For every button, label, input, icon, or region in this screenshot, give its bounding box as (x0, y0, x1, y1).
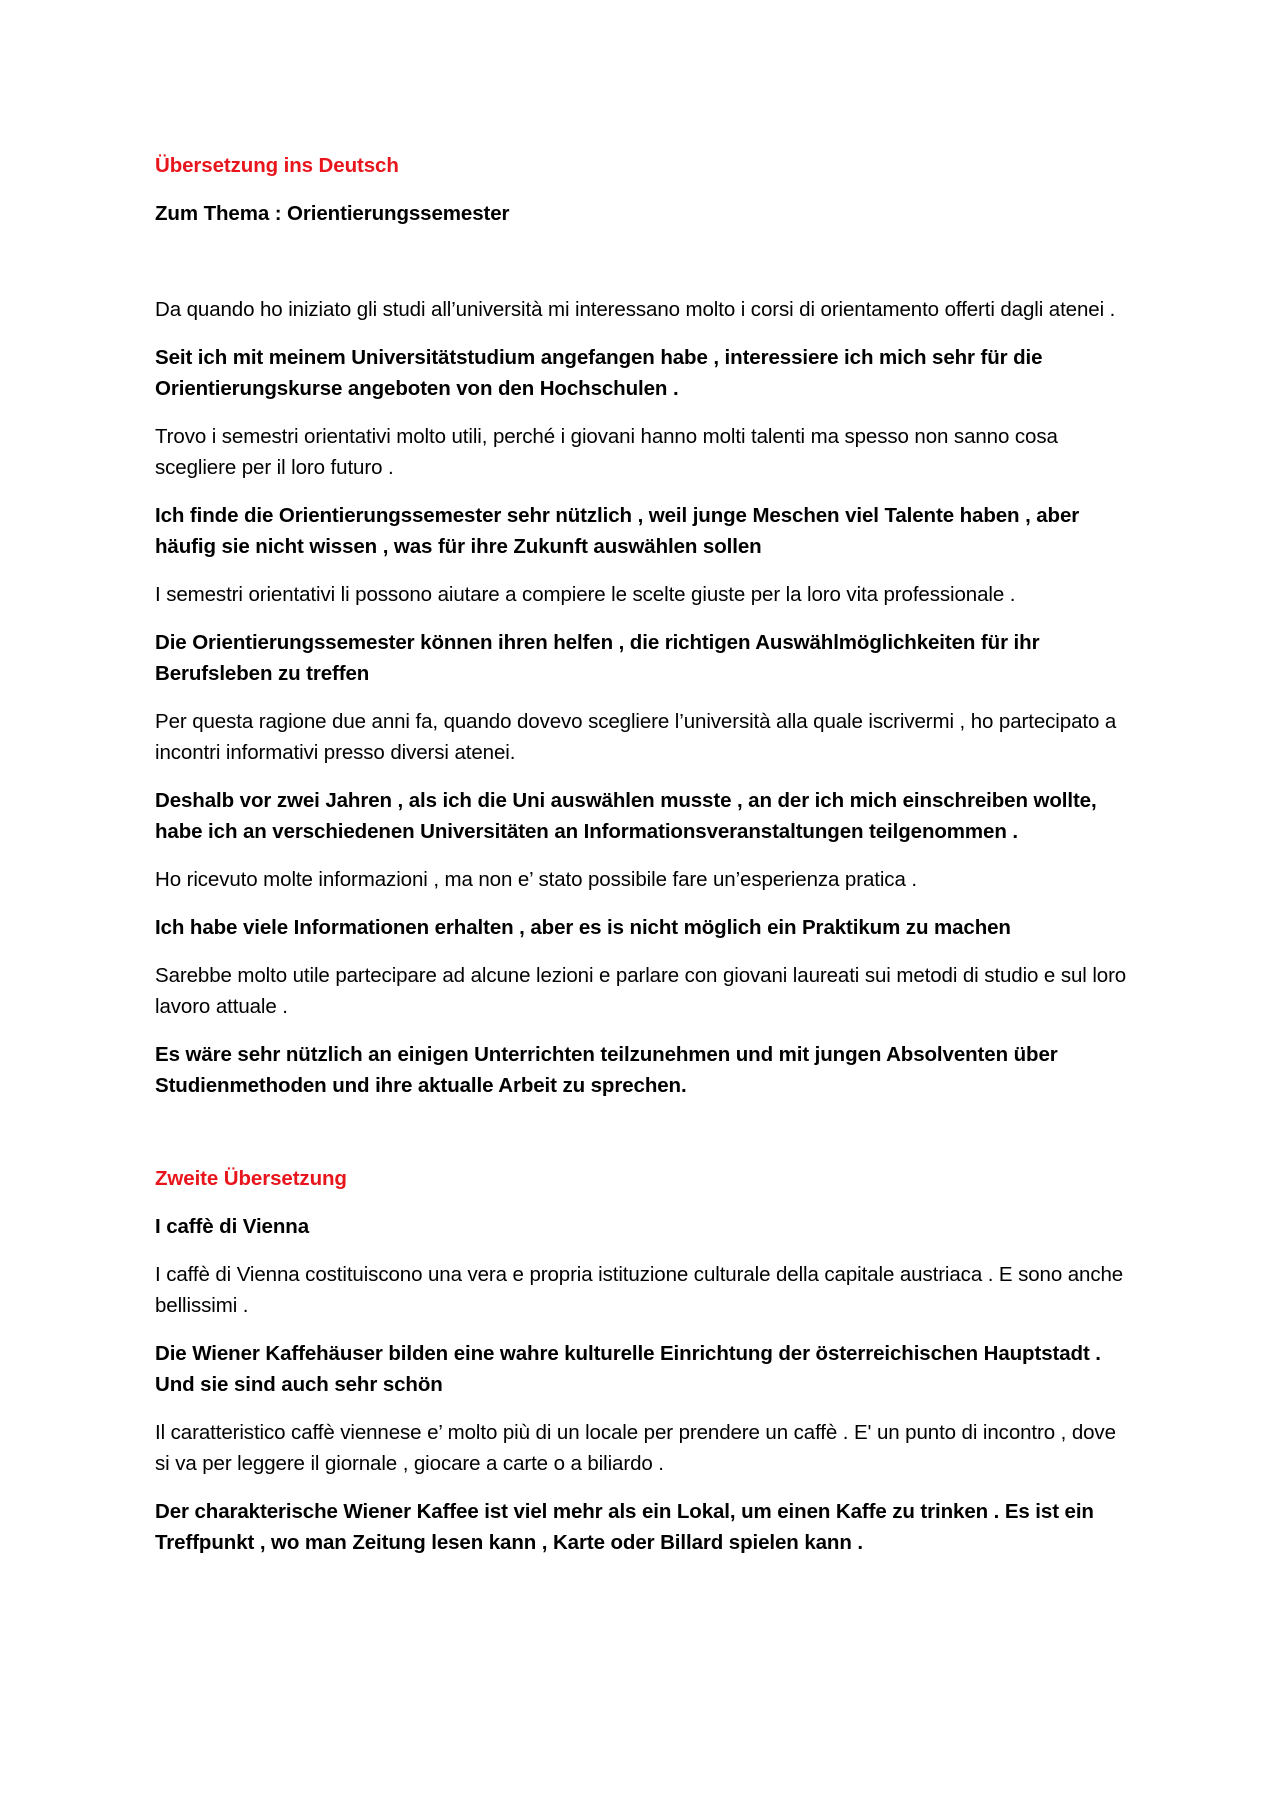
italian-paragraph: Sarebbe molto utile partecipare ad alcune lezioni e parlare con giovani laureati sui metodi di studio e sul loro lavoro attuale . (155, 964, 1127, 1018)
german-translation: Es wäre sehr nützlich an einigen Unterrichten teilzunehmen und mit jungen Absolventen über Studienmethoden und ihre aktualle Arbeit zu sprechen. (155, 1043, 1058, 1097)
italian-paragraph: I semestri orientativi li possono aiutare a compiere le scelte giuste per la loro vita professionale . (155, 583, 1016, 606)
section-heading: Übersetzung ins Deutsch (155, 154, 399, 177)
italian-paragraph: Il caratteristico caffè viennese e’ molto più di un locale per prendere un caffè . E' un punto di incontro , dove si va per leggere il giornale , giocare a carte o a biliardo . (155, 1421, 1116, 1475)
german-translation: Die Orientierungssemester können ihren helfen , die richtigen Auswählmöglichkeiten für ihr Berufsleben zu treffen (155, 631, 1040, 685)
german-translation: Ich finde die Orientierungssemester sehr nützlich , weil junge Meschen viel Talente haben , aber häufig sie nicht wissen , was für ihre Zukunft auswählen sollen (155, 504, 1080, 558)
section-heading: Zweite Übersetzung (155, 1167, 347, 1190)
section-subtitle: I caffè di Vienna (155, 1215, 310, 1238)
document-body (155, 150, 1135, 1575)
german-translation: Deshalb vor zwei Jahren , als ich die Uni auswählen musste , an der ich mich einschreiben wollte, habe ich an verschiedenen Universitäten an Informationsveranstaltungen teilgenommen . (155, 789, 1097, 843)
italian-paragraph: I caffè di Vienna costituiscono una vera e propria istituzione culturale della capitale austriaca . E sono anche bellissimi . (155, 1263, 1124, 1317)
italian-paragraph: Ho ricevuto molte informazioni , ma non e’ stato possibile fare un’esperienza pratica . (155, 868, 917, 891)
german-translation: Seit ich mit meinem Universitätstudium angefangen habe , interessiere ich mich sehr für die Orientierungskurse angeboten von den Hochschulen . (155, 346, 1043, 400)
section-subtitle: Zum Thema : Orientierungssemester (155, 202, 510, 225)
italian-paragraph: Trovo i semestri orientativi molto utili, perché i giovani hanno molti talenti ma spesso non sanno cosa scegliere per il loro futuro . (155, 425, 1058, 479)
german-translation: Die Wiener Kaffehäuser bilden eine wahre kulturelle Einrichtung der österreichischen Hauptstadt . Und sie sind auch sehr schön (155, 1342, 1101, 1396)
italian-paragraph: Per questa ragione due anni fa, quando dovevo scegliere l’università alla quale iscrivermi , ho partecipato a incontri informativi presso diversi atenei. (155, 710, 1117, 764)
italian-paragraph: Da quando ho iniziato gli studi all’università mi interessano molto i corsi di orientamento offerti dagli atenei . (155, 298, 1116, 321)
german-translation: Ich habe viele Informationen erhalten , aber es is nicht möglich ein Praktikum zu machen (155, 916, 1011, 939)
german-translation: Der charakterische Wiener Kaffee ist viel mehr als ein Lokal, um einen Kaffe zu trinken . Es ist ein Treffpunkt , wo man Zeitung lesen kann , Karte oder Billard spielen kann . (155, 1500, 1094, 1554)
